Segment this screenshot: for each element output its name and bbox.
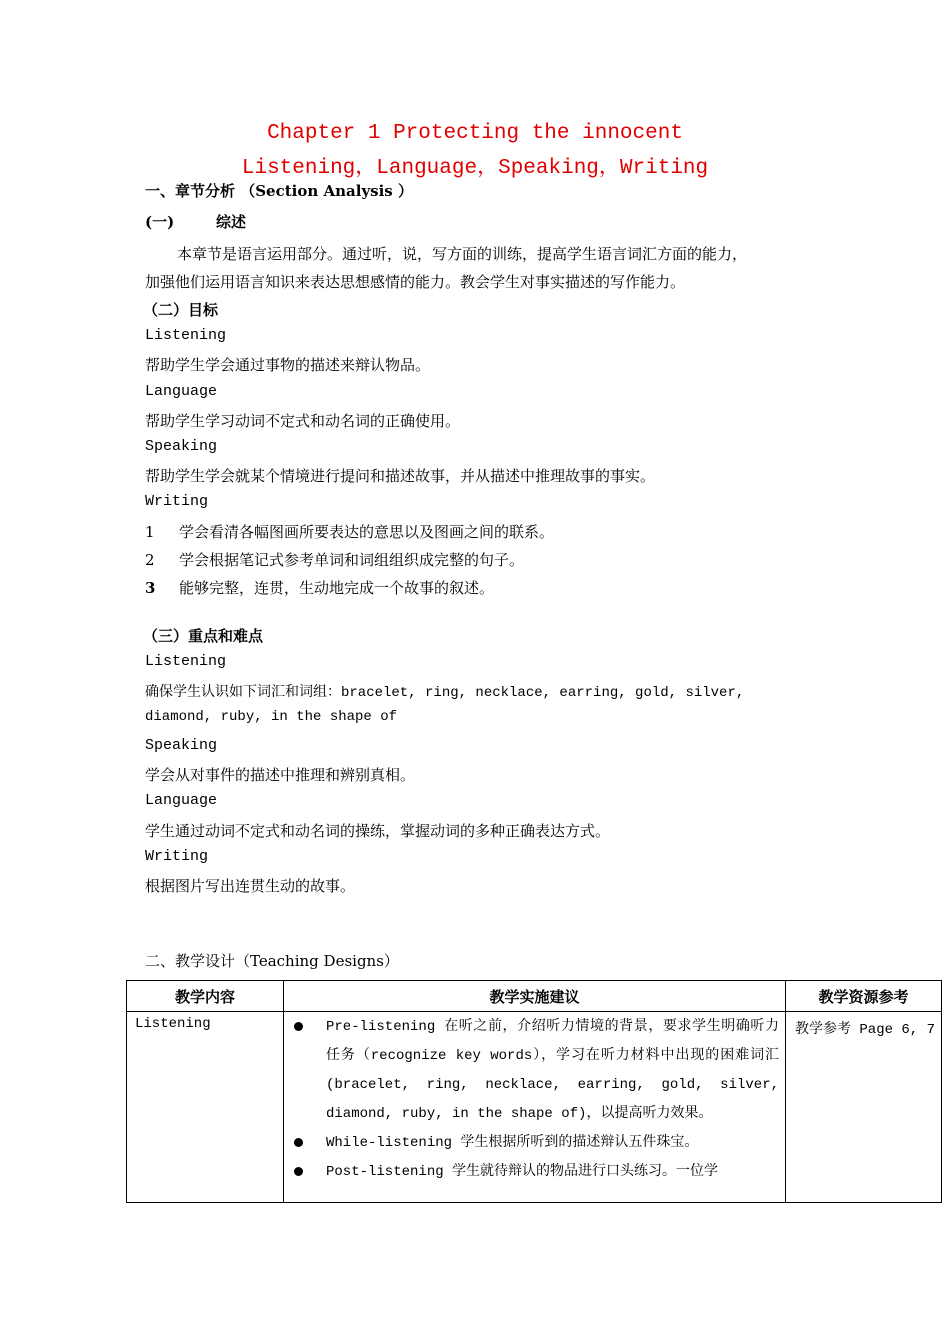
bullet-icon xyxy=(294,1138,303,1147)
header-teaching-content: 教学内容 xyxy=(127,981,284,1012)
row-suggestions-cell xyxy=(284,1012,786,1203)
key-listening-text-line1 xyxy=(145,681,744,701)
row-resources-cell: 教学参考 Page 6, 7 xyxy=(786,1012,942,1203)
goals-listening-text: 帮助学生学会通过事物的描述来辩认物品。 xyxy=(145,356,431,374)
goals-writing-item-number: 3 xyxy=(145,579,156,597)
suggestion-item xyxy=(284,1012,785,1128)
section2-heading: 二、教学设计（Teaching Designs） xyxy=(145,952,399,970)
goals-speaking-label: Speaking xyxy=(145,438,218,455)
goals-heading: （二）目标 xyxy=(143,301,219,319)
key-speaking-label: Speaking xyxy=(145,737,218,754)
goals-writing-item-number: 2 xyxy=(145,551,155,569)
table-header-row xyxy=(127,981,942,1012)
bullet-icon xyxy=(294,1022,303,1031)
goals-writing-item-text: 学会看清各幅图画所要表达的意思以及图画之间的联系。 xyxy=(179,523,555,541)
key-language-label: Language xyxy=(145,792,218,809)
goals-language-label: Language xyxy=(145,383,218,400)
suggestion-text: Post-listening 学生就待辩认的物品进行口头练习。一位学 xyxy=(326,1164,719,1180)
goals-writing-item xyxy=(145,521,554,542)
table-row xyxy=(127,1012,942,1203)
goals-writing-item xyxy=(145,549,524,570)
header-teaching-resources: 教学资源参考 xyxy=(786,981,942,1012)
suggestion-item xyxy=(284,1128,785,1157)
goals-language-text: 帮助学生学习动词不定式和动名词的正确使用。 xyxy=(145,412,461,430)
goals-writing-item-text: 学会根据笔记式参考单词和词组组织成完整的句子。 xyxy=(179,551,525,569)
key-listening-text-line2: diamond, ruby, in the shape of xyxy=(145,709,398,725)
bullet-icon xyxy=(294,1167,303,1176)
key-writing-text: 根据图片写出连贯生动的故事。 xyxy=(145,877,356,895)
suggestion-text: While-listening 学生根据所听到的描述辩认五件珠宝。 xyxy=(326,1135,699,1151)
key-language-text: 学生通过动词不定式和动名词的操练，掌握动词的多种正确表达方式。 xyxy=(145,822,611,840)
key-listening-label: Listening xyxy=(145,653,227,670)
row-content-cell: Listening xyxy=(127,1012,284,1203)
goals-writing-label: Writing xyxy=(145,493,209,510)
suggestion-text: Pre-listening 在听之前，介绍听力情境的背景，要求学生明确听力任务（recognize key words），学习在听力材料中出现的困难词汇(bracelet, ring, necklace, earring, gold, silver, diamond, ruby, in the shape of)，以提高听力效果。 xyxy=(326,1019,779,1122)
section1-heading: 一、章节分析 （Section Analysis ） xyxy=(145,182,413,200)
document-title-line1: Chapter 1 Protecting the innocent xyxy=(267,122,683,145)
goals-writing-item xyxy=(145,577,494,598)
key-writing-label: Writing xyxy=(145,848,209,865)
overview-text-line2: 加强他们运用语言知识来表达思想感情的能力。教会学生对事实描述的写作能力。 xyxy=(145,273,686,291)
goals-listening-label: Listening xyxy=(145,327,227,344)
teaching-design-table xyxy=(126,980,942,1203)
goals-speaking-text: 帮助学生学会就某个情境进行提问和描述故事，并从描述中推理故事的事实。 xyxy=(145,467,656,485)
key-listening-vocab-1: 确保学生认识如下词汇和词组：bracelet, ring, necklace, earring, gold, silver, xyxy=(145,685,745,701)
goals-writing-item-number: 1 xyxy=(145,523,155,541)
overview-heading: (一) 综述 xyxy=(145,213,246,231)
suggestion-item xyxy=(284,1157,785,1185)
suggestion-list xyxy=(284,1012,785,1185)
overview-text-line1: 本章节是语言运用部分。通过听，说，写方面的训练，提高学生语言词汇方面的能力， xyxy=(177,245,748,263)
document-title-line2: Listening，Language，Speaking，Writing xyxy=(241,157,709,180)
header-teaching-suggestions: 教学实施建议 xyxy=(284,981,786,1012)
key-points-heading: （三）重点和难点 xyxy=(143,627,264,645)
key-speaking-text: 学会从对事件的描述中推理和辨别真相。 xyxy=(145,766,416,784)
goals-writing-item-text: 能够完整，连贯，生动地完成一个故事的叙述。 xyxy=(179,579,495,597)
